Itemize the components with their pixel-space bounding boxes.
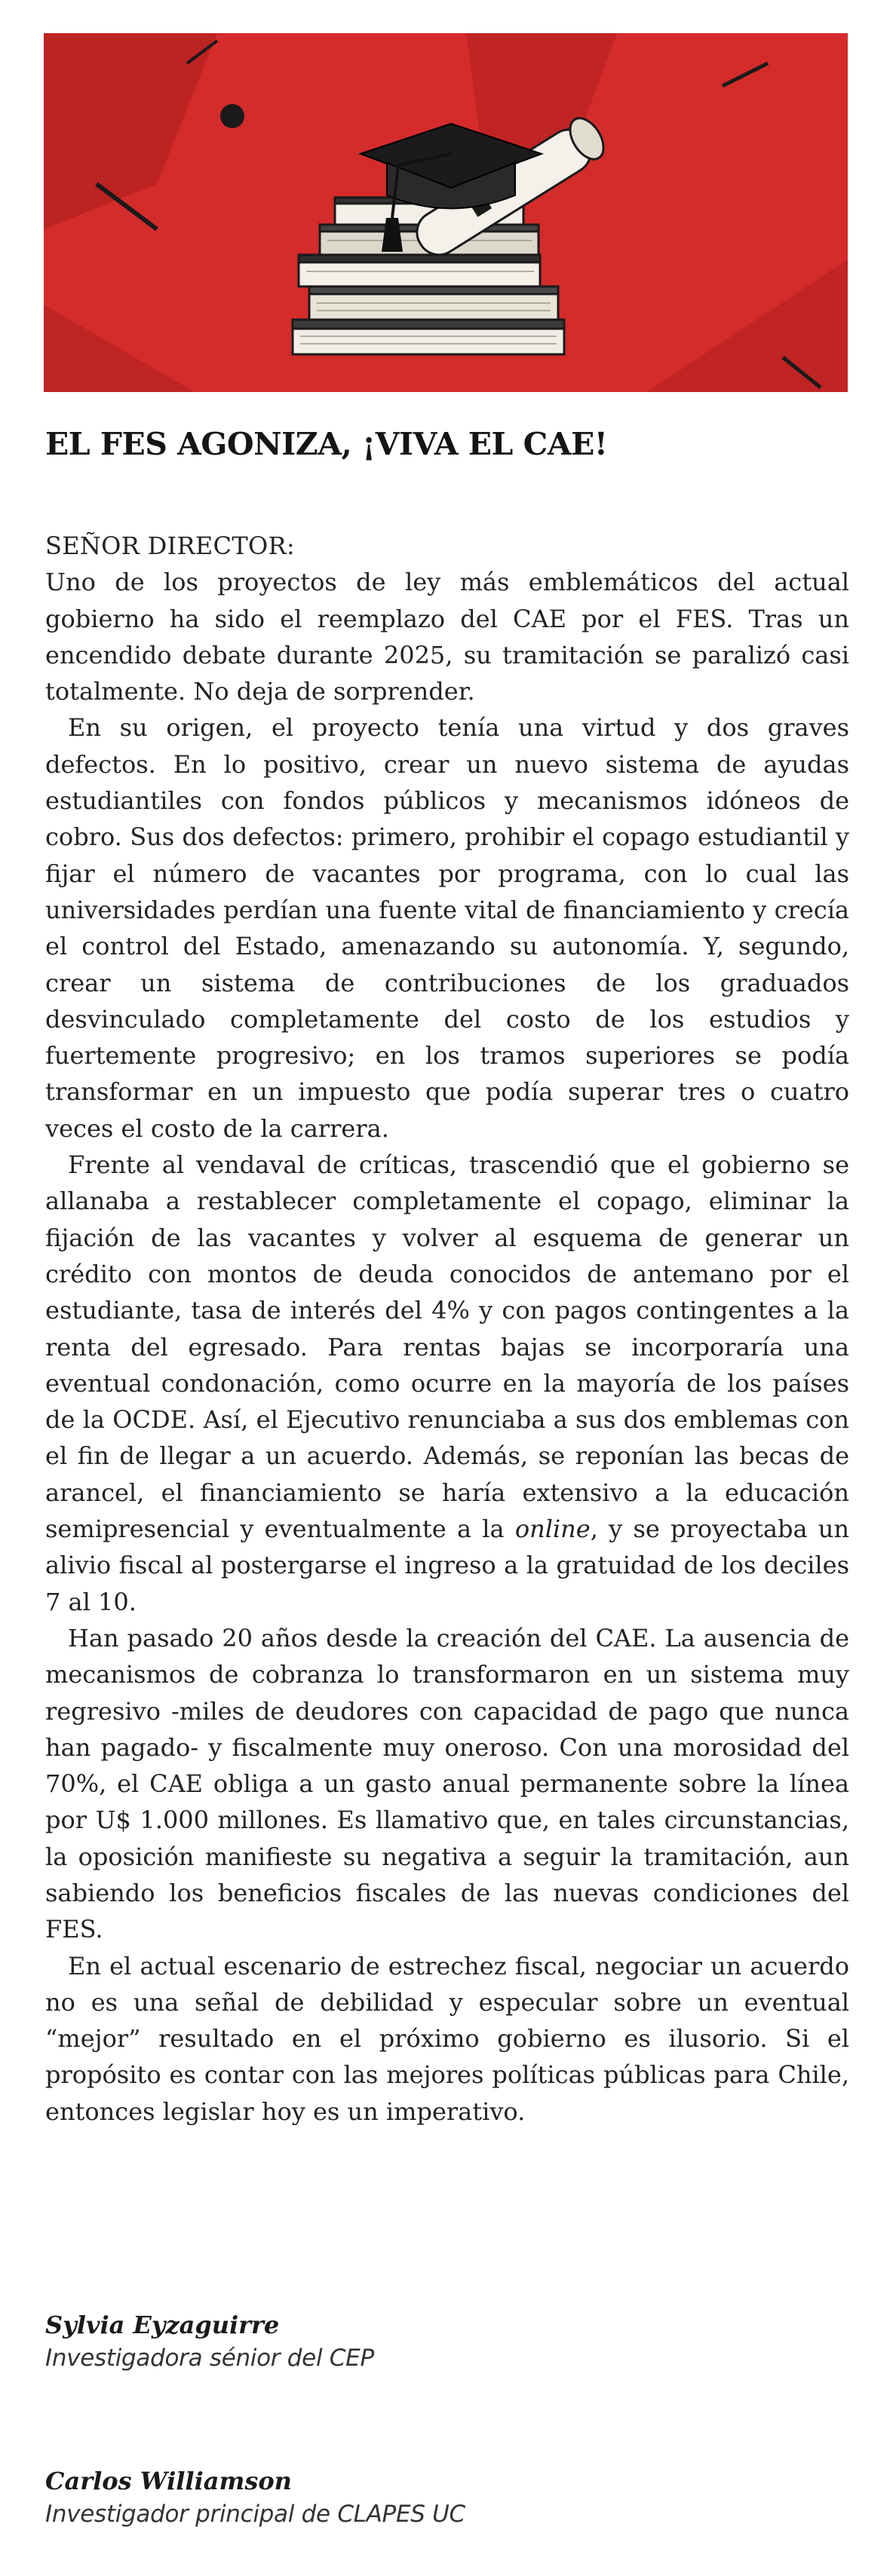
signature-name: Sylvia Eyzaguirre: [45, 2311, 280, 2339]
online-italic: online: [514, 1515, 591, 1544]
graduation-illustration: [44, 33, 848, 392]
paragraph-3-text: Frente al vendaval de críticas, trascendió que el gobierno se allanaba a restablecer completamente el copago, eliminar la fijación de las vacantes y volver al esquema de generar un crédito con montos de deuda conocidos de antemano por el estudiante, tasa de interés del 4% y con pagos contingentes a la renta del egresado. Para rentas bajas se incorporaría una eventual condonación, como ocurre en la mayoría de los países de la OCDE. Así, el Ejecutivo renunciaba a sus dos emblemas con el fin de llegar a un acuerdo. Además, se reponían las becas de arancel, el financiamiento se haría extensivo a la educación semipresencial y eventualmente a la: [45, 1150, 849, 1544]
paragraph-3-end: , y se proyectaba un alivio fiscal al postergarse el ingreso a la gratuidad de los deciles 7 al 10.: [45, 1515, 850, 1616]
signature-role: Investigadora sénior del CEP: [45, 2345, 374, 2372]
letter-body: [45, 528, 849, 2130]
paragraph-2: En su origen, el proyecto tenía una virtud y dos graves defectos. En lo positivo, crear un nuevo sistema de ayudas estudiantiles con fondos públicos y mecanismos idóneos de cobro. Sus dos defectos: primero, prohibir el copago estudiantil y fijar el número de vacantes por programa, con lo cual las universidades perdían una fuente vital de financiamiento y crecía el control del Estado, amenazando su autonomía. Y, segundo, crear un sistema de contribuciones de los graduados desvinculado completamente del costo de los estudios y fuertemente progresivo; en los tramos superiores se podía transformar en un impuesto que podía superar tres o cuatro veces el costo de la carrera.: [45, 713, 849, 1143]
paragraph-4: Han pasado 20 años desde la creación del CAE. La ausencia de mecanismos de cobranza lo transformaron en un sistema muy regresivo -miles de deudores con capacidad de pago que nunca han pagado- y fiscalmente muy oneroso. Con una morosidad del 70%, el CAE obliga a un gasto anual permanente sobre la línea por U$ 1.000 millones. Es llamativo que, en tales circunstancias, la oposición manifieste su negativa a seguir la tramitación, aun sabiendo los beneficios fiscales de las nuevas condiciones del FES.: [45, 1623, 849, 1944]
signature-role: Investigador principal de CLAPES UC: [45, 2501, 465, 2528]
books-cap-drawing: [44, 33, 848, 392]
signature-1: [45, 2308, 849, 2375]
paragraph-5: En el actual escenario de estrechez fiscal, negociar un acuerdo no es una señal de debilidad y especular sobre un eventual “mejor” resultado en el próximo gobierno es ilusorio. Si el propósito es contar con las mejores políticas públicas para Chile, entonces legislar hoy es un imperativo.: [45, 1951, 849, 2126]
paragraph-3: [45, 1147, 849, 1620]
signature-name: Carlos Williamson: [45, 2467, 292, 2495]
paragraph-1: Uno de los proyectos de ley más emblemáticos del actual gobierno ha sido el reemplazo del CAE por el FES. Tras un encendido debate durante 2025, su tramitación se paralizó casi totalmente. No deja de sorprender.: [45, 568, 849, 706]
salutation: SEÑOR DIRECTOR:: [45, 531, 295, 560]
signature-2: [45, 2464, 849, 2531]
headline: EL FES AGONIZA, ¡VIVA EL CAE!: [45, 426, 608, 462]
